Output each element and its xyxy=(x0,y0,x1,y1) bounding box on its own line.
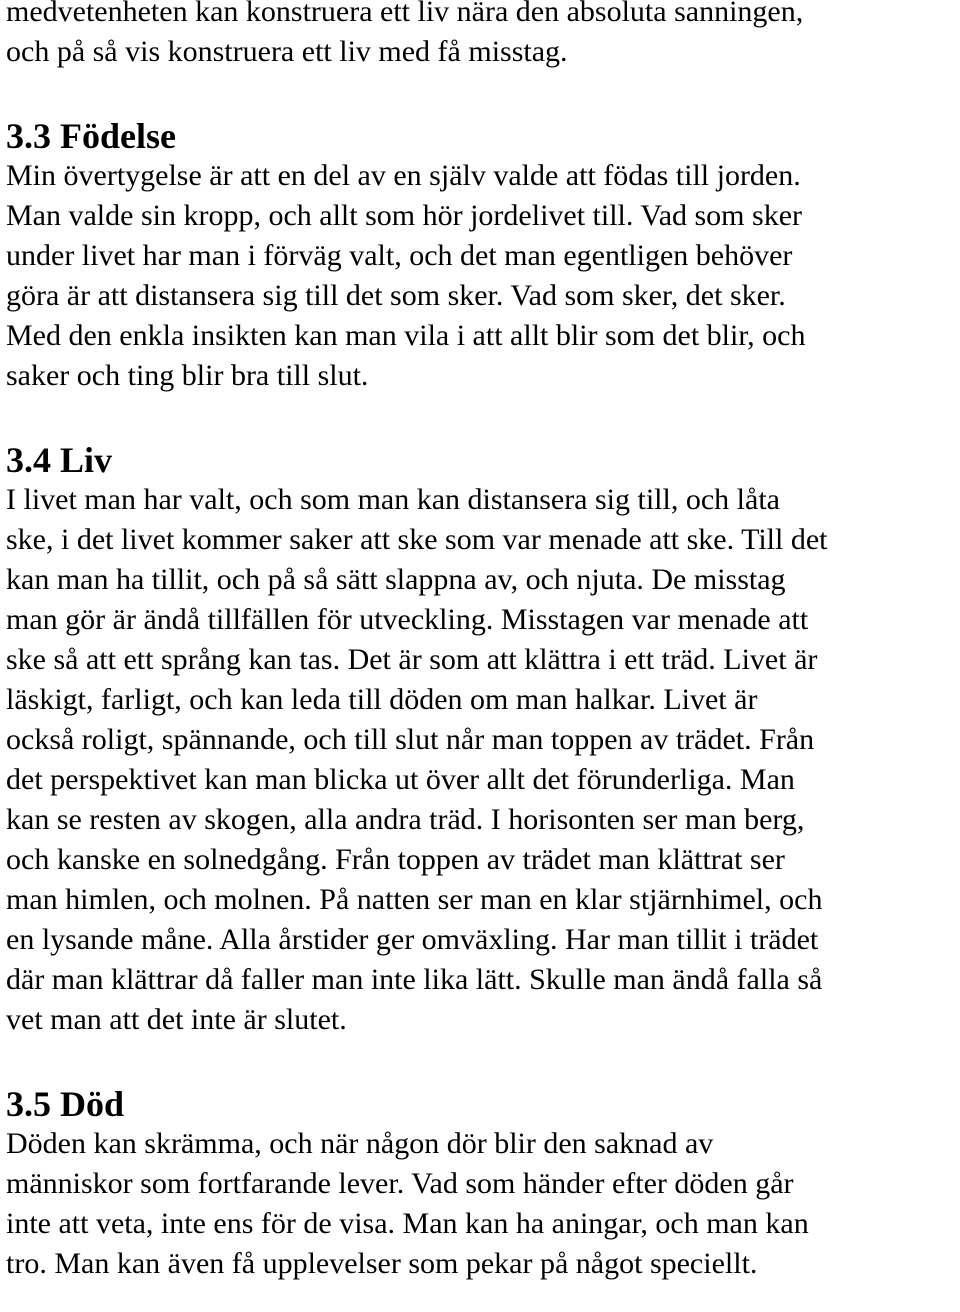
text-line: göra är att distansera sig till det som sker. Vad som sker, det sker. xyxy=(6,279,786,312)
section-spacer xyxy=(6,396,956,440)
section-fodelse xyxy=(6,116,956,396)
intro-paragraph xyxy=(6,0,956,72)
text-line: man gör är ändå tillfällen för utveckling. Misstagen var menade att xyxy=(6,603,809,636)
section-heading: 3.4 Liv xyxy=(6,440,113,480)
text-line: det perspektivet kan man blicka ut över allt det förunderliga. Man xyxy=(6,763,795,796)
text-line: Man valde sin kropp, och allt som hör jordelivet till. Vad som sker xyxy=(6,199,802,232)
text-line: tro. Man kan även få upplevelser som pekar på något speciellt. xyxy=(6,1247,758,1280)
text-line: vet man att det inte är slutet. xyxy=(6,1003,347,1036)
text-line: där man klättrar då faller man inte lika lätt. Skulle man ändå falla så xyxy=(6,963,823,996)
text-line: en lysande måne. Alla årstider ger omväxling. Har man tillit i trädet xyxy=(6,923,819,956)
text-line: kan man ha tillit, och på så sätt slappna av, och njuta. De misstag xyxy=(6,563,786,596)
section-heading: 3.5 Död xyxy=(6,1084,125,1124)
text-line: inte att veta, inte ens för de visa. Man kan ha aningar, och man kan xyxy=(6,1207,809,1240)
section-liv xyxy=(6,440,956,1040)
text-line: Med den enkla insikten kan man vila i att allt blir som det blir, och xyxy=(6,319,806,352)
text-line: saker och ting blir bra till slut. xyxy=(6,359,369,392)
text-line: man himlen, och molnen. På natten ser man en klar stjärnhimel, och xyxy=(6,883,823,916)
text-line: under livet har man i förväg valt, och det man egentligen behöver xyxy=(6,239,793,272)
text-line: I livet man har valt, och som man kan distansera sig till, och låta xyxy=(6,483,780,516)
section-spacer xyxy=(6,72,956,116)
text-line: ske, i det livet kommer saker att ske som var menade att ske. Till det xyxy=(6,523,828,556)
text-line: och kanske en solnedgång. Från toppen av trädet man klättrat ser xyxy=(6,843,785,876)
text-line: medvetenheten kan konstruera ett liv nära den absoluta sanningen, xyxy=(6,0,804,28)
text-line: kan se resten av skogen, alla andra träd. I horisonten ser man berg, xyxy=(6,803,805,836)
text-line: läskigt, farligt, och kan leda till döden om man halkar. Livet är xyxy=(6,683,758,716)
text-line: människor som fortfarande lever. Vad som händer efter döden går xyxy=(6,1167,794,1200)
section-spacer xyxy=(6,1040,956,1084)
text-line: och på så vis konstruera ett liv med få misstag. xyxy=(6,35,568,68)
section-dod xyxy=(6,1084,956,1284)
text-line: Döden kan skrämma, och när någon dör blir den saknad av xyxy=(6,1127,714,1160)
document-page xyxy=(6,0,956,1284)
text-line: Min övertygelse är att en del av en själv valde att födas till jorden. xyxy=(6,159,801,192)
text-line: ske så att ett språng kan tas. Det är som att klättra i ett träd. Livet är xyxy=(6,643,818,676)
section-heading: 3.3 Födelse xyxy=(6,116,176,156)
text-line: också roligt, spännande, och till slut når man toppen av trädet. Från xyxy=(6,723,815,756)
